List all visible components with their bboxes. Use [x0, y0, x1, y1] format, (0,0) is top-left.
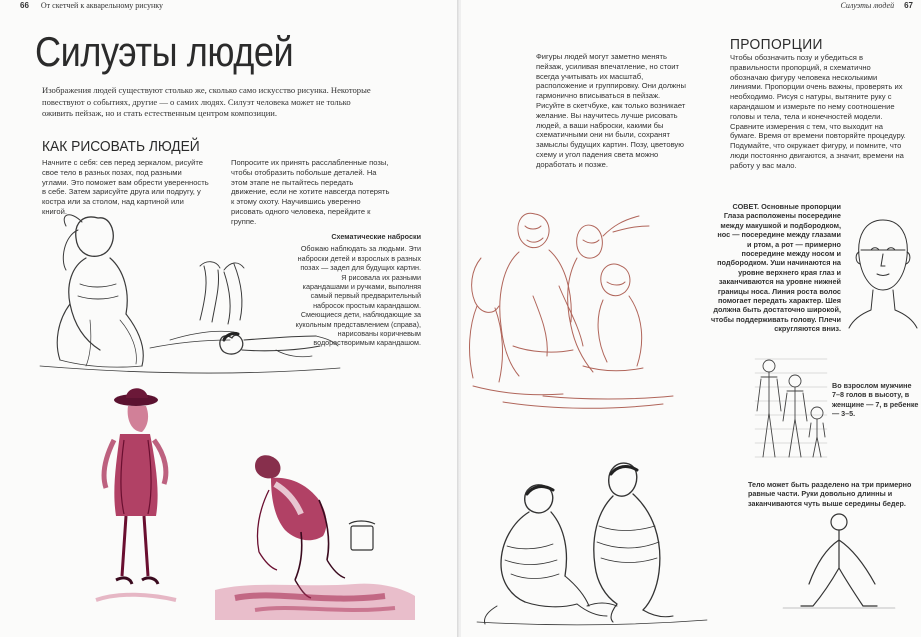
- tip-proportions: [711, 202, 841, 334]
- watercolor-girl-hat-icon: [90, 380, 180, 610]
- caption-body: Обожаю наблюдать за людьми. Эти наброски детей и взрослых в разных позах — задел для будущих картин. Я рисовала их разными карандашами и ручками, выполняя самый первый предварительный набросок простым карандашом. Смеющиеся дети, наблюдающие за кукольным представлением (справа), нарисованы коричневым водорастворимым карандашом.: [295, 244, 421, 348]
- page-number-left: 66: [20, 1, 29, 10]
- running-head-right-text: Силуэты людей: [840, 1, 895, 10]
- caption-heading: Схематические наброски: [331, 232, 421, 241]
- left-page: [0, 0, 459, 637]
- page-number-right: 67: [904, 1, 913, 10]
- running-head-right: [840, 1, 913, 10]
- face-proportions-icon: [847, 210, 919, 330]
- body-column-2: Попросите их принять расслабленные позы, чтобы отобразить побольше деталей. На этом этапе не пытайтесь передать движение, если не хотите навсегда потерять к этому охоту. Научившись уверенно рисовать одного человека, перейдите к группе.: [231, 158, 390, 226]
- running-head-left: [20, 1, 163, 10]
- laughing-children-sepia-icon: [463, 196, 703, 426]
- tip-heading: СОВЕТ. Основные пропорции: [732, 202, 841, 211]
- body-column-1: Начните с себя: сев перед зеркалом, рисуйте свое тело в разных позах, под разными углами. Это поможет вам обрести уверенность в себе. Затем зарисуйте друга или подругу, у костра или за столом, над картиной или книгой.: [42, 158, 209, 216]
- tip-body: Глаза расположены посередине между макушкой и подбородком, нос — посередине между глазами и ртом, а рот — примерно посередине между носом и подбородком. Уши начинаются на уровне верхнего края глаз и заканчиваются на уровне нижней границы носа. Линия роста волос помогает передать характер. Шея должна быть достаточно широкой, чтобы поддерживать голову. Плечи скругляются вниз.: [711, 211, 841, 334]
- intro-paragraph: Изображения людей существуют столько же, сколько само искусство рисунка. Некоторые повествуют о событиях, другие — о самих людях. Силуэт человека может не только оживить пейзаж, но и стать естественным центром композиции.: [42, 85, 371, 118]
- page-title: Силуэты людей: [35, 28, 294, 75]
- body-column-4: Чтобы обозначить позу и убедиться в правильности пропорций, я схематично обозначаю фигуру человека несколькими линиями. Пропорции очень важны, проверять их необходимо. Рисуя с натуры, вытяните руку с карандашом и измерьте по нему соотношение головы и тела, тела и конечностей модели. Сравните измерения с тем, что выходит на бумаге. Время от времени повторяйте процедуру. Подумайте, что окружает фигуру, и помните, что люди постоянно двигаются, а значит, времени на работу у вас мало.: [730, 53, 906, 170]
- right-page: [461, 0, 921, 637]
- body-column-3: Фигуры людей могут заметно менять пейзаж, усиливая впечатление, но стоит всегда учитывать их масштаб, расположение и группировку. Они должны гармонично вписываться в пейзаж. Рисуйте в скетчбуке, как только возникает желание. Вы научитесь лучше рисовать людей, а ваши наброски, какими бы схематичными они ни были, сохранят замыслы будущих картин. Позу, цветовую схему и угол падения света можно доработать и позже.: [536, 52, 686, 169]
- sunbathers-sketch-icon: [20, 200, 360, 380]
- watercolor-child-crouching-icon: [215, 440, 415, 630]
- body-thirds-note: Тело может быть разделено на три примерно равные части. Руки довольно длинны и заканчиваются чуть выше середины бедер.: [748, 480, 912, 508]
- section-heading-how-to-draw: КАК РИСОВАТЬ ЛЮДЕЙ: [42, 138, 200, 155]
- stick-figure-icon: [779, 512, 899, 612]
- heads-proportion-note: Во взрослом мужчине 7–8 голов в высоту, в женщине — 7, в ребенке — 3–5.: [832, 381, 919, 419]
- figure-heights-icon: [751, 355, 831, 467]
- section-heading-proportions: ПРОПОРЦИИ: [730, 36, 823, 53]
- children-playing-pencil-icon: [467, 456, 717, 626]
- running-head-left-text: От скетчей к акварельному рисунку: [40, 1, 164, 10]
